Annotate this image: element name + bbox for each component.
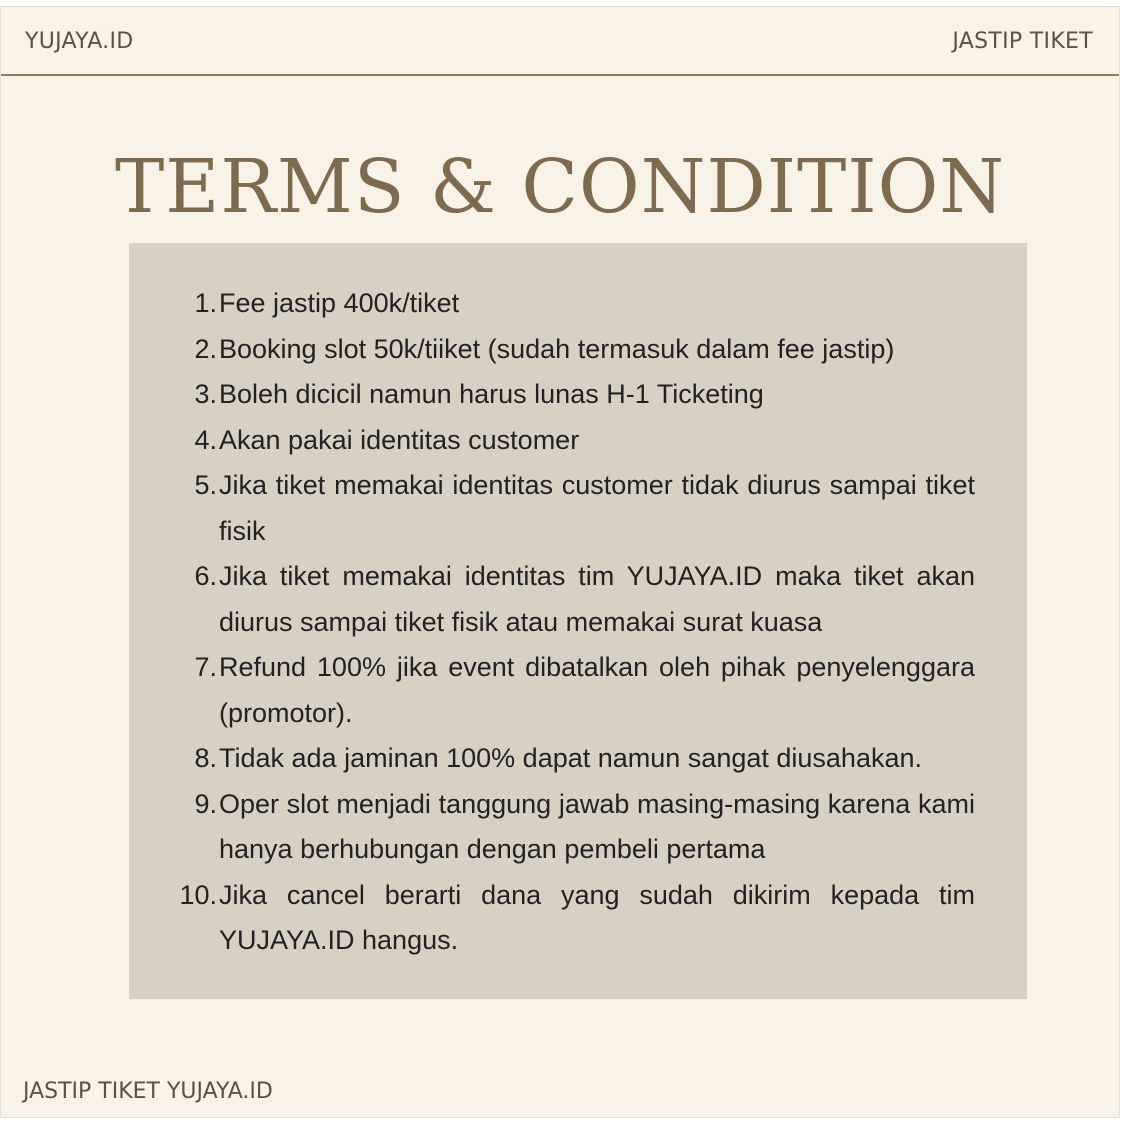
term-item xyxy=(171,645,975,736)
header-divider xyxy=(1,74,1119,76)
brand-name: YUJAYA.ID xyxy=(25,29,134,54)
term-item xyxy=(171,782,975,873)
page xyxy=(0,6,1120,1118)
term-number: 5. xyxy=(194,470,217,500)
term-text: Tidak ada jaminan 100% dapat namun sangat diusahakan. xyxy=(219,743,922,773)
term-text: Fee jastip 400k/tiket xyxy=(219,288,460,318)
term-text: Jika tiket memakai identitas customer tidak diurus sampai tiket fisik xyxy=(219,470,975,546)
page-title: TERMS & CONDITION xyxy=(114,144,1006,230)
term-item xyxy=(171,281,975,327)
term-number: 3. xyxy=(194,379,217,409)
term-text: Jika tiket memakai identitas tim YUJAYA.ID maka tiket akan diurus sampai tiket fisik atau memakai surat kuasa xyxy=(219,561,975,637)
term-text: Boleh dicicil namun harus lunas H-1 Ticketing xyxy=(219,379,764,409)
term-item xyxy=(171,873,975,964)
term-text: Akan pakai identitas customer xyxy=(219,424,580,455)
term-text: Jika cancel berarti dana yang sudah dikirim kepada tim YUJAYA.ID hangus. xyxy=(219,879,975,955)
term-number: 9. xyxy=(194,788,217,819)
term-number: 8. xyxy=(194,743,217,773)
term-text: Oper slot menjadi tanggung jawab masing-masing karena kami hanya berhubungan dengan pembeli pertama xyxy=(219,788,975,864)
term-number: 4. xyxy=(194,424,217,455)
terms-box xyxy=(129,243,1027,999)
term-number: 1. xyxy=(194,288,217,318)
term-number: 2. xyxy=(194,333,217,364)
term-item xyxy=(171,327,975,373)
footer-label: JASTIP TIKET YUJAYA.ID xyxy=(23,1079,273,1104)
term-text: Refund 100% jika event dibatalkan oleh pihak penyelenggara (promotor). xyxy=(219,652,975,728)
term-item xyxy=(171,372,975,418)
term-item xyxy=(171,736,975,782)
term-number: 6. xyxy=(194,561,217,591)
header-label: JASTIP TIKET xyxy=(952,29,1093,54)
term-item xyxy=(171,554,975,645)
term-text: Booking slot 50k/tiiket (sudah termasuk dalam fee jastip) xyxy=(219,333,895,364)
term-number: 10. xyxy=(179,879,217,910)
term-item xyxy=(171,463,975,554)
terms-list xyxy=(171,281,975,964)
term-item xyxy=(171,418,975,464)
term-number: 7. xyxy=(194,652,217,682)
